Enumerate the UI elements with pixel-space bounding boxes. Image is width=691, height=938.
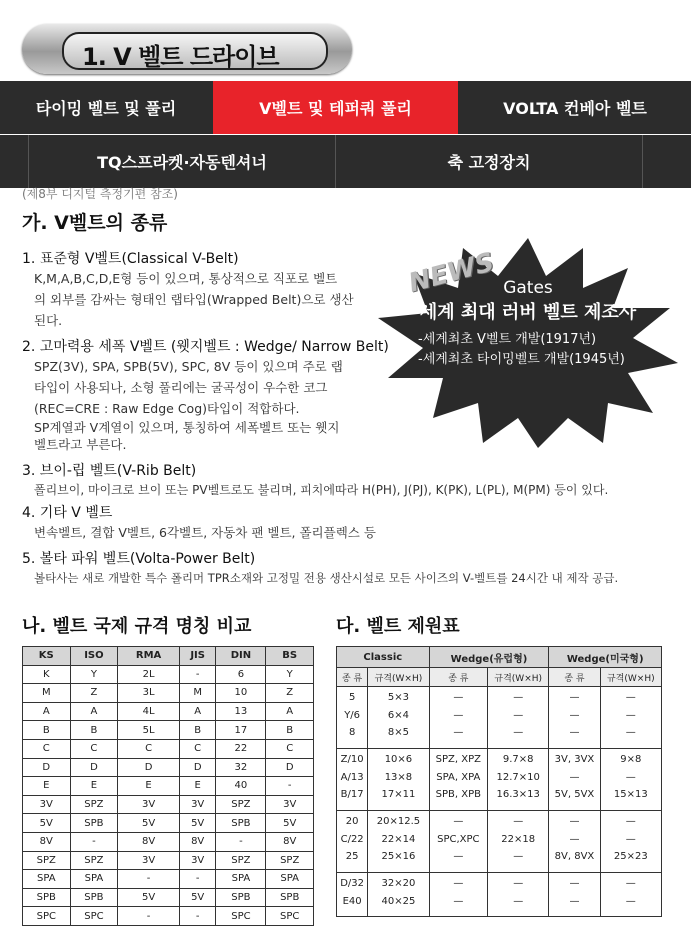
table-row xyxy=(23,739,314,758)
item-title-vrib: 3. 브이-립 벨트(V-Rib Belt) xyxy=(22,463,197,479)
cell-line: — xyxy=(513,709,524,721)
table-cell xyxy=(549,749,600,811)
spec-table-row xyxy=(337,749,662,811)
table-cell: 8V xyxy=(23,832,71,851)
table-cell: Z xyxy=(266,684,314,703)
table-cell: D xyxy=(23,758,71,777)
cell-line: 22×14 xyxy=(381,833,416,845)
table-cell: K xyxy=(23,665,71,684)
table-cell: C xyxy=(179,739,216,758)
table-cell: 17 xyxy=(216,721,266,740)
column-header: DIN xyxy=(216,647,266,666)
cell-line: 12.7×10 xyxy=(496,771,540,783)
item-body-line: 폴리브이, 마이크로 브이 또는 PV벨트로도 불리며, 피치에따라 H(PH), J(PJ), K(PK), L(PL), M(PM) 등이 있다. xyxy=(34,483,609,497)
cell-line: — xyxy=(625,895,636,907)
table-cell: E xyxy=(179,777,216,796)
item-body-line: 볼타사는 새로 개발한 특수 폴리머 TPR소재와 고정밀 전용 생산시설로 모든 사이즈의 V-벨트를 24시간 내 제작 공급. xyxy=(34,571,619,585)
spec-table-row xyxy=(337,873,662,917)
item-body-other xyxy=(34,522,376,543)
table-cell: B xyxy=(179,721,216,740)
cell-line: 25×16 xyxy=(381,851,416,862)
table-cell: SPC xyxy=(216,907,266,926)
column-header: 종 류 xyxy=(429,668,487,687)
table-cell: 3V xyxy=(179,851,216,870)
cell-line: A/13 xyxy=(340,771,364,783)
table-group-header-row xyxy=(337,647,662,668)
cell-line: 16.3×13 xyxy=(496,789,540,800)
item-body-line: 타입이 사용되나, 소형 풀리에는 굴곡성이 우수한 코그 xyxy=(34,380,328,395)
table-cell xyxy=(549,873,600,917)
background-caption: (제8부 디지털 측정기편 참조) xyxy=(22,187,178,201)
nav-row-1 xyxy=(0,81,691,134)
table-cell: - xyxy=(118,870,180,889)
table-cell xyxy=(488,873,549,917)
table-cell: SPB xyxy=(216,814,266,833)
cell-line: — xyxy=(569,771,580,783)
cell-line: 8V, 8VX xyxy=(554,851,595,862)
table-cell: 8V xyxy=(266,832,314,851)
table-row xyxy=(23,832,314,851)
cell-line: — xyxy=(513,851,524,862)
table-cell: SPZ xyxy=(70,851,118,870)
table-cell: 3V xyxy=(118,851,180,870)
table-cell xyxy=(337,811,368,873)
table-cell: D xyxy=(118,758,180,777)
table-cell xyxy=(549,811,600,873)
column-group-header: Wedge(미국형) xyxy=(549,647,662,668)
table-cell: SPA xyxy=(70,870,118,889)
table-header-row xyxy=(23,647,314,666)
cell-line: 20 xyxy=(345,816,359,827)
item-body-line: K,M,A,B,C,D,E형 등이 있으며, 통상적으로 직포로 벨트 xyxy=(34,271,338,286)
table-cell: B xyxy=(23,721,71,740)
column-header: JIS xyxy=(179,647,216,666)
cell-line: 5×3 xyxy=(387,692,409,703)
item-title-volta: 5. 볼타 파워 벨트(Volta-Power Belt) xyxy=(22,551,256,567)
cell-line: C/22 xyxy=(340,833,364,845)
table-row xyxy=(23,665,314,684)
news-headline: 세계 최대 러버 벨트 제조사 xyxy=(419,302,637,323)
table-row xyxy=(23,684,314,703)
table-cell: 3V xyxy=(23,795,71,814)
table-row xyxy=(23,721,314,740)
column-header: 종 류 xyxy=(337,668,368,687)
item-body-line: 벨트라고 부른다. xyxy=(34,437,127,452)
table-cell: SPA xyxy=(23,870,71,889)
column-header: ISO xyxy=(70,647,118,666)
cell-line: SPZ, XPZ xyxy=(435,754,481,765)
table-cell: 3L xyxy=(118,684,180,703)
belt-spec-table xyxy=(336,646,662,917)
table-cell: 6 xyxy=(216,665,266,684)
table-cell: 5V xyxy=(118,888,180,907)
table-cell xyxy=(368,811,429,873)
news-company: Gates xyxy=(503,278,553,298)
cell-line: Y/6 xyxy=(344,709,361,721)
table-cell: SPC xyxy=(23,907,71,926)
table-cell: 5L xyxy=(118,721,180,740)
item-title-classical: 1. 표준형 V벨트(Classical V-Belt) xyxy=(22,251,239,267)
item-body-line: 된다. xyxy=(34,313,63,328)
cell-line: — xyxy=(453,727,464,738)
table-cell: A xyxy=(266,702,314,721)
table-cell xyxy=(337,687,368,749)
nav-row-2 xyxy=(0,135,691,188)
table-cell xyxy=(368,873,429,917)
table-cell: Y xyxy=(70,665,118,684)
spec-table-body xyxy=(337,687,662,917)
spec-table-row xyxy=(337,811,662,873)
table-cell: Z xyxy=(70,684,118,703)
table-cell: B xyxy=(70,721,118,740)
cell-line: E40 xyxy=(342,895,362,907)
news-bullet: -세계최초 V벨트 개발(1917년) xyxy=(418,332,597,347)
cell-line: — xyxy=(625,692,636,703)
nav-tab-shaft-lock[interactable]: 축 고정장치 xyxy=(447,153,531,172)
table-cell: 8V xyxy=(179,832,216,851)
table-cell: 22 xyxy=(216,739,266,758)
table-cell xyxy=(600,749,661,811)
cell-line: — xyxy=(453,878,464,889)
table-cell: B xyxy=(266,721,314,740)
table-cell: SPZ xyxy=(23,851,71,870)
cell-line: 22×18 xyxy=(501,833,536,845)
table-cell: 3V xyxy=(118,795,180,814)
cell-line: — xyxy=(569,833,580,845)
table-cell: SPA xyxy=(266,870,314,889)
table-cell xyxy=(549,687,600,749)
cell-line: 9×8 xyxy=(620,754,642,765)
table-cell xyxy=(368,687,429,749)
table-cell: E xyxy=(118,777,180,796)
table-cell xyxy=(488,749,549,811)
table-cell: 8V xyxy=(118,832,180,851)
table-cell: E xyxy=(70,777,118,796)
table-cell: 4L xyxy=(118,702,180,721)
table-cell: - xyxy=(216,832,266,851)
nav-tab-tq-sprocket[interactable]: TQ스프라켓·자동텐셔너 xyxy=(97,153,267,172)
cell-line: — xyxy=(453,692,464,703)
table-cell: 40 xyxy=(216,777,266,796)
item-body-line: SPZ(3V), SPA, SPB(5V), SPC, 8V 등이 있으며 주로 랩 xyxy=(34,359,343,374)
cell-line: 10×6 xyxy=(384,754,413,765)
column-header: KS xyxy=(23,647,71,666)
cell-line: 25 xyxy=(345,851,359,862)
table-cell: - xyxy=(266,777,314,796)
cell-line: 5V, 5VX xyxy=(554,789,595,800)
cell-line: 25×23 xyxy=(613,851,648,862)
column-header: 규격(W×H) xyxy=(600,668,661,687)
table-cell: E xyxy=(23,777,71,796)
news-starburst xyxy=(378,238,678,448)
table-cell: C xyxy=(70,739,118,758)
table-cell: 13 xyxy=(216,702,266,721)
column-header: RMA xyxy=(118,647,180,666)
table-cell xyxy=(429,873,487,917)
cell-line: — xyxy=(625,709,636,721)
cell-line: SPA, XPA xyxy=(436,771,481,783)
table-cell: SPC xyxy=(70,907,118,926)
page-title: 1. V 벨트 드라이브 xyxy=(82,43,279,71)
table-row xyxy=(23,777,314,796)
table-cell: SPA xyxy=(216,870,266,889)
cell-line: — xyxy=(569,878,580,889)
cell-line: D/32 xyxy=(340,878,365,889)
table-cell: 3V xyxy=(266,795,314,814)
section-heading-specs: 다. 벨트 제원표 xyxy=(336,616,460,637)
cell-line: 40×25 xyxy=(381,895,416,907)
table-cell: 5V xyxy=(179,814,216,833)
table-cell: - xyxy=(179,665,216,684)
table-cell: - xyxy=(70,832,118,851)
table-cell xyxy=(488,687,549,749)
cell-line: — xyxy=(569,709,580,721)
table-cell: C xyxy=(266,739,314,758)
cell-line: — xyxy=(513,895,524,907)
cell-line: — xyxy=(625,771,636,783)
cell-line: — xyxy=(453,895,464,907)
table-cell: - xyxy=(118,907,180,926)
cell-line: — xyxy=(625,727,636,738)
table-row xyxy=(23,888,314,907)
standards-table-body xyxy=(23,665,314,925)
table-cell: SPZ xyxy=(216,851,266,870)
table-cell xyxy=(368,749,429,811)
nav-divider xyxy=(642,135,643,188)
table-row xyxy=(23,702,314,721)
column-header: 규격(W×H) xyxy=(488,668,549,687)
item-body-classical xyxy=(34,268,354,331)
table-cell: SPB xyxy=(216,888,266,907)
cell-line: 5 xyxy=(348,692,356,703)
cell-line: — xyxy=(513,692,524,703)
section-heading-belt-types: 가. V벨트의 종류 xyxy=(22,212,168,234)
table-cell xyxy=(600,811,661,873)
column-group-header: Classic xyxy=(337,647,430,668)
table-cell: 32 xyxy=(216,758,266,777)
table-cell: 5V xyxy=(179,888,216,907)
table-cell: D xyxy=(179,758,216,777)
nav-tab-volta-conveyor[interactable]: VOLTA 컨베아 벨트 xyxy=(503,99,647,118)
table-cell: C xyxy=(118,739,180,758)
table-cell: M xyxy=(179,684,216,703)
cell-line: 8×5 xyxy=(387,727,409,738)
nav-tab-timing-belt[interactable]: 타이밍 벨트 및 풀리 xyxy=(35,99,177,118)
table-cell: A xyxy=(179,702,216,721)
cell-line: 6×4 xyxy=(387,709,409,721)
table-cell: - xyxy=(179,870,216,889)
item-body-vrib xyxy=(34,480,608,501)
cell-line: 8 xyxy=(348,727,356,738)
table-cell: SPB xyxy=(70,814,118,833)
table-cell: M xyxy=(23,684,71,703)
table-cell: 10 xyxy=(216,684,266,703)
cell-line: 32×20 xyxy=(381,878,416,889)
page-title-frame xyxy=(62,32,328,70)
cell-line: — xyxy=(513,816,524,827)
table-cell: SPB xyxy=(266,888,314,907)
table-cell: 2L xyxy=(118,665,180,684)
table-row xyxy=(23,907,314,926)
item-title-other: 4. 기타 V 벨트 xyxy=(22,505,113,521)
cell-line: 9.7×8 xyxy=(502,754,534,765)
column-header: 종 류 xyxy=(549,668,600,687)
cell-line: — xyxy=(569,692,580,703)
column-group-header: Wedge(유럽형) xyxy=(429,647,549,668)
cell-line: — xyxy=(569,816,580,827)
table-cell: SPZ xyxy=(266,851,314,870)
table-cell: 5V xyxy=(266,814,314,833)
item-body-wedge xyxy=(34,356,343,453)
table-cell: SPB xyxy=(23,888,71,907)
cell-line: — xyxy=(453,851,464,862)
cell-line: 20×12.5 xyxy=(376,816,421,827)
table-row xyxy=(23,870,314,889)
page-title-banner xyxy=(22,24,352,74)
table-cell xyxy=(429,749,487,811)
standards-comparison-table xyxy=(22,646,314,926)
cell-line: — xyxy=(453,816,464,827)
table-row xyxy=(23,851,314,870)
spec-table-row xyxy=(337,687,662,749)
section-heading-standards: 나. 벨트 국제 규격 명칭 비교 xyxy=(22,616,252,637)
table-cell: 5V xyxy=(23,814,71,833)
table-cell: 3V xyxy=(179,795,216,814)
table-row xyxy=(23,795,314,814)
table-cell: SPC xyxy=(266,907,314,926)
table-cell xyxy=(429,687,487,749)
cell-line: — xyxy=(625,878,636,889)
news-bullet: -세계최초 타이밍벨트 개발(1945년) xyxy=(418,352,625,367)
table-cell xyxy=(600,873,661,917)
cell-line: 17×11 xyxy=(381,789,416,800)
cell-line: Z/10 xyxy=(340,754,364,765)
table-subheader-row xyxy=(337,668,662,687)
table-cell: Y xyxy=(266,665,314,684)
cell-line: 15×13 xyxy=(613,789,648,800)
table-row xyxy=(23,758,314,777)
item-body-volta xyxy=(34,568,618,589)
table-cell xyxy=(488,811,549,873)
item-title-wedge: 2. 고마력용 세폭 V벨트 (웻지벨트 : Wedge/ Narrow Belt) xyxy=(22,339,389,355)
cell-line: SPC,XPC xyxy=(437,833,480,845)
table-cell xyxy=(600,687,661,749)
table-cell xyxy=(337,873,368,917)
cell-line: 3V, 3VX xyxy=(554,754,595,765)
table-cell xyxy=(429,811,487,873)
nav-tab-vbelt[interactable]: V벨트 및 테퍼쿼 풀리 xyxy=(213,81,458,134)
item-body-line: SP계열과 V계열이 있으며, 통칭하여 세폭벨트 또는 웻지 xyxy=(34,420,340,435)
cell-line: B/17 xyxy=(340,789,364,800)
cell-line: — xyxy=(513,878,524,889)
table-cell: A xyxy=(70,702,118,721)
table-cell: A xyxy=(23,702,71,721)
cell-line: SPB, XPB xyxy=(435,789,481,800)
cell-line: — xyxy=(513,727,524,738)
cell-line: 13×8 xyxy=(384,771,413,783)
column-header: 규격(W×H) xyxy=(368,668,429,687)
table-row xyxy=(23,814,314,833)
table-cell: C xyxy=(23,739,71,758)
cell-line: — xyxy=(625,833,636,845)
table-cell xyxy=(337,749,368,811)
table-cell: D xyxy=(266,758,314,777)
column-header: BS xyxy=(266,647,314,666)
table-cell: SPZ xyxy=(216,795,266,814)
table-cell: SPB xyxy=(70,888,118,907)
table-cell: - xyxy=(179,907,216,926)
table-cell: SPZ xyxy=(70,795,118,814)
table-cell: 5V xyxy=(118,814,180,833)
cell-line: — xyxy=(453,709,464,721)
news-label: NEWS xyxy=(405,247,498,299)
table-cell: D xyxy=(70,758,118,777)
item-body-line: 의 외부를 감싸는 형태인 랩타입(Wrapped Belt)으로 생산 xyxy=(34,292,354,307)
cell-line: — xyxy=(569,727,580,738)
cell-line: — xyxy=(625,816,636,827)
item-body-line: 변속벨트, 결합 V벨트, 6각벨트, 자동차 팬 벨트, 폴리플렉스 등 xyxy=(34,525,376,540)
item-body-line: (REC=CRE : Raw Edge Cog)타입이 적합하다. xyxy=(34,401,300,416)
cell-line: — xyxy=(569,895,580,907)
